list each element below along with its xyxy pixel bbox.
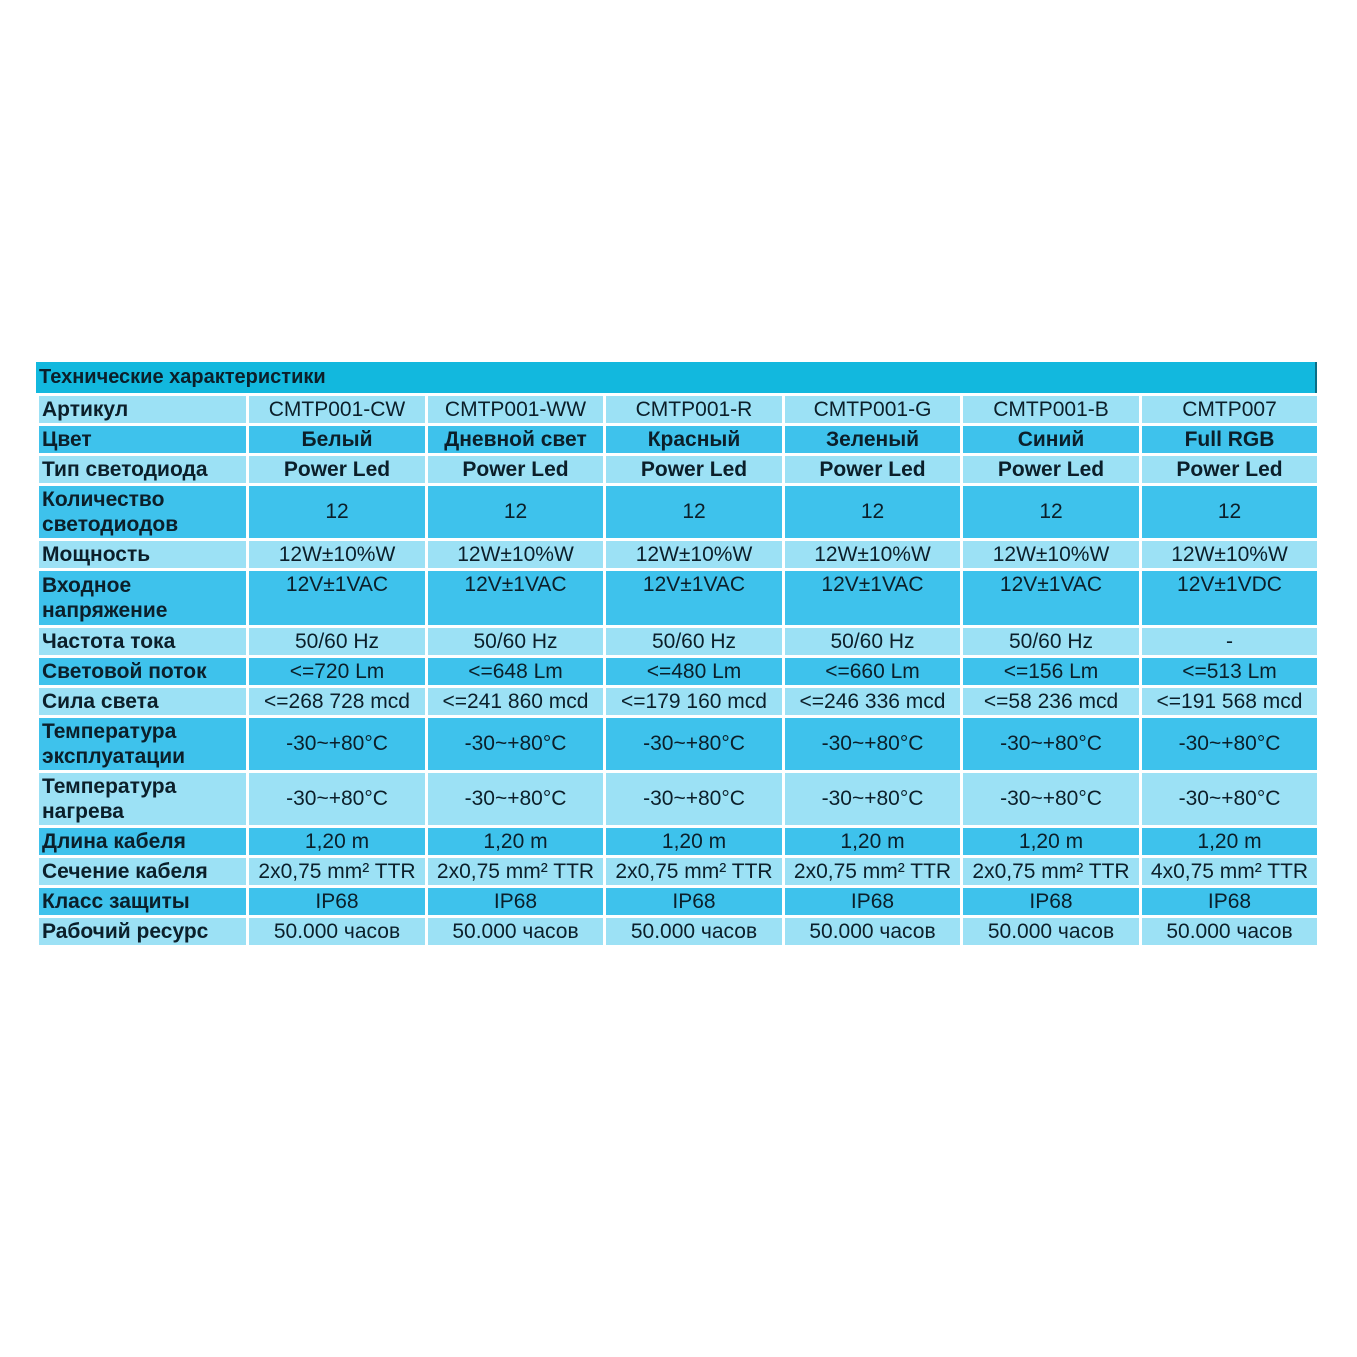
cell: -30~+80°C <box>248 772 427 827</box>
cell: 50.000 часов <box>248 917 427 947</box>
cell: CMTP001-R <box>605 395 784 425</box>
cell: 12V±1VAC <box>784 570 962 627</box>
cell: CMTP001-CW <box>248 395 427 425</box>
cell: Белый <box>248 425 427 455</box>
cell: 12 <box>962 485 1141 540</box>
cell: 1,20 m <box>962 827 1141 857</box>
cell: Power Led <box>784 455 962 485</box>
cell: <=513 Lm <box>1141 657 1319 687</box>
cell: IP68 <box>784 887 962 917</box>
cell: <=156 Lm <box>962 657 1141 687</box>
cell: 12V±1VAC <box>605 570 784 627</box>
cell: <=480 Lm <box>605 657 784 687</box>
table-row <box>38 772 1319 827</box>
cell: Power Led <box>962 455 1141 485</box>
cell: Дневной свет <box>427 425 605 455</box>
table-row <box>38 687 1319 717</box>
row-label: Тип светодиода <box>38 455 248 485</box>
cell: <=268 728 mcd <box>248 687 427 717</box>
row-label: Длина кабеля <box>38 827 248 857</box>
spec-table <box>36 393 1320 948</box>
row-label: Мощность <box>38 540 248 570</box>
table-row <box>38 657 1319 687</box>
cell: <=648 Lm <box>427 657 605 687</box>
cell: 2x0,75 mm² TTR <box>784 857 962 887</box>
cell: CMTP007 <box>1141 395 1319 425</box>
row-label: Цвет <box>38 425 248 455</box>
cell: 2x0,75 mm² TTR <box>427 857 605 887</box>
table-title: Технические характеристики <box>36 362 1317 393</box>
cell: 4x0,75 mm² TTR <box>1141 857 1319 887</box>
cell: IP68 <box>962 887 1141 917</box>
cell: 50/60 Hz <box>427 627 605 657</box>
table-row <box>38 455 1319 485</box>
cell: 12 <box>1141 485 1319 540</box>
table-row <box>38 917 1319 947</box>
cell: -30~+80°C <box>248 717 427 772</box>
table-row <box>38 717 1319 772</box>
cell: Красный <box>605 425 784 455</box>
cell: Синий <box>962 425 1141 455</box>
cell: <=179 160 mcd <box>605 687 784 717</box>
cell: 50.000 часов <box>1141 917 1319 947</box>
cell: 12 <box>784 485 962 540</box>
cell: -30~+80°C <box>962 772 1141 827</box>
table-row <box>38 827 1319 857</box>
cell: 50.000 часов <box>962 917 1141 947</box>
cell: 12W±10%W <box>427 540 605 570</box>
cell: 12V±1VAC <box>427 570 605 627</box>
row-label: Входное напряжение <box>38 570 248 627</box>
cell: 50.000 часов <box>605 917 784 947</box>
cell: -30~+80°C <box>784 772 962 827</box>
cell: -30~+80°C <box>962 717 1141 772</box>
cell: 1,20 m <box>427 827 605 857</box>
row-label: Количество светодиодов <box>38 485 248 540</box>
cell: 12V±1VDC <box>1141 570 1319 627</box>
cell: 12 <box>248 485 427 540</box>
cell: CMTP001-WW <box>427 395 605 425</box>
row-label: Рабочий ресурс <box>38 917 248 947</box>
cell: Power Led <box>605 455 784 485</box>
cell: -30~+80°C <box>1141 772 1319 827</box>
cell: -30~+80°C <box>427 772 605 827</box>
cell: 50/60 Hz <box>248 627 427 657</box>
cell: 50.000 часов <box>427 917 605 947</box>
cell: -30~+80°C <box>605 772 784 827</box>
cell: -30~+80°C <box>784 717 962 772</box>
cell: 12W±10%W <box>605 540 784 570</box>
cell: 1,20 m <box>1141 827 1319 857</box>
cell: <=246 336 mcd <box>784 687 962 717</box>
cell: 12 <box>605 485 784 540</box>
cell: <=720 Lm <box>248 657 427 687</box>
table-row <box>38 570 1319 627</box>
table-row <box>38 395 1319 425</box>
cell: <=241 860 mcd <box>427 687 605 717</box>
table-row <box>38 540 1319 570</box>
spec-table-container <box>36 362 1317 948</box>
cell: -30~+80°C <box>605 717 784 772</box>
table-row <box>38 887 1319 917</box>
table-row <box>38 627 1319 657</box>
cell: 12V±1VAC <box>248 570 427 627</box>
table-row <box>38 857 1319 887</box>
cell: Зеленый <box>784 425 962 455</box>
cell: 12W±10%W <box>784 540 962 570</box>
cell: -30~+80°C <box>1141 717 1319 772</box>
row-label: Температура нагрева <box>38 772 248 827</box>
cell: <=660 Lm <box>784 657 962 687</box>
row-label: Сечение кабеля <box>38 857 248 887</box>
cell: 50.000 часов <box>784 917 962 947</box>
cell: 2x0,75 mm² TTR <box>962 857 1141 887</box>
cell: IP68 <box>248 887 427 917</box>
row-label: Артикул <box>38 395 248 425</box>
row-label: Температура эксплуатации <box>38 717 248 772</box>
cell: 12V±1VAC <box>962 570 1141 627</box>
cell: 50/60 Hz <box>784 627 962 657</box>
row-label: Сила света <box>38 687 248 717</box>
cell: CMTP001-B <box>962 395 1141 425</box>
cell: 2x0,75 mm² TTR <box>605 857 784 887</box>
cell: CMTP001-G <box>784 395 962 425</box>
cell: IP68 <box>1141 887 1319 917</box>
cell: Power Led <box>248 455 427 485</box>
cell: 12W±10%W <box>1141 540 1319 570</box>
cell: IP68 <box>427 887 605 917</box>
row-label: Класс защиты <box>38 887 248 917</box>
cell: 1,20 m <box>248 827 427 857</box>
cell: <=191 568 mcd <box>1141 687 1319 717</box>
cell: 1,20 m <box>605 827 784 857</box>
cell: 12W±10%W <box>248 540 427 570</box>
cell: - <box>1141 627 1319 657</box>
table-row <box>38 425 1319 455</box>
cell: <=58 236 mcd <box>962 687 1141 717</box>
row-label: Световой поток <box>38 657 248 687</box>
cell: 12W±10%W <box>962 540 1141 570</box>
cell: Power Led <box>427 455 605 485</box>
cell: Full RGB <box>1141 425 1319 455</box>
cell: 50/60 Hz <box>962 627 1141 657</box>
cell: 50/60 Hz <box>605 627 784 657</box>
cell: -30~+80°C <box>427 717 605 772</box>
cell: 1,20 m <box>784 827 962 857</box>
cell: IP68 <box>605 887 784 917</box>
table-row <box>38 485 1319 540</box>
spec-table-body <box>38 395 1319 947</box>
cell: 2x0,75 mm² TTR <box>248 857 427 887</box>
row-label: Частота тока <box>38 627 248 657</box>
cell: 12 <box>427 485 605 540</box>
cell: Power Led <box>1141 455 1319 485</box>
